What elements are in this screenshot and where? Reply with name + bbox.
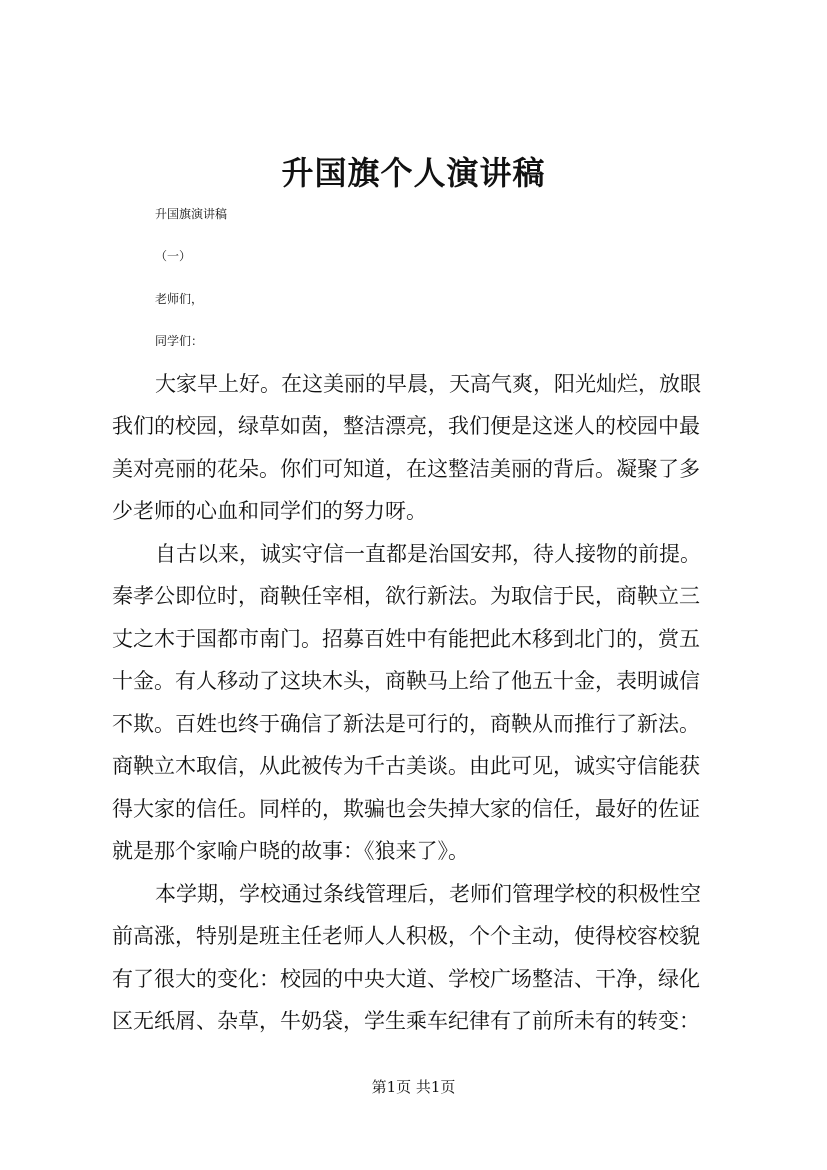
paragraph-line: 本学期，学校通过条线管理后，老师们管理学校的积极性空 bbox=[155, 882, 701, 906]
section-marker: （一） bbox=[155, 249, 192, 263]
document-title: 升国旗个人演讲稿 bbox=[281, 154, 546, 192]
salutation-students: 同学们： bbox=[155, 334, 204, 348]
paragraph-line: 美对亮丽的花朵。你们可知道，在这整洁美丽的背后。凝聚了多 bbox=[112, 457, 700, 481]
paragraph-line: 商鞅立木取信，从此被传为千古美谈。由此可见，诚实守信能获 bbox=[112, 754, 700, 778]
paragraph-line: 区无纸屑、杂草，牛奶袋，学生乘车纪律有了前所未有的转变： bbox=[112, 1009, 700, 1033]
paragraph-line: 不欺。百姓也终于确信了新法是可行的，商鞅从而推行了新法。 bbox=[112, 712, 700, 736]
salutation-teachers: 老师们， bbox=[155, 292, 204, 306]
paragraph-line: 自古以来，诚实守信一直都是治国安邦，待人接物的前提。 bbox=[155, 542, 701, 566]
page-footer: 第1页 共1页 bbox=[371, 1078, 456, 1096]
paragraph-line: 大家早上好。在这美丽的早晨，天高气爽，阳光灿烂，放眼 bbox=[155, 372, 701, 396]
paragraph-line: 十金。有人移动了这块木头，商鞅马上给了他五十金，表明诚信 bbox=[112, 669, 700, 693]
subtitle: 升国旗演讲稿 bbox=[155, 207, 228, 221]
paragraph-line: 有了很大的变化：校园的中央大道、学校广场整洁、干净，绿化 bbox=[112, 967, 700, 991]
paragraph-line: 少老师的心血和同学们的努力呀。 bbox=[112, 499, 427, 523]
paragraph-line: 丈之木于国都市南门。招募百姓中有能把此木移到北门的，赏五 bbox=[112, 627, 700, 651]
paragraph-line: 得大家的信任。同样的，欺骗也会失掉大家的信任，最好的佐证 bbox=[112, 797, 700, 821]
paragraph-line: 就是那个家喻户晓的故事：《狼来了》。 bbox=[112, 839, 469, 863]
paragraph-line: 我们的校园，绿草如茵，整洁漂亮，我们便是这迷人的校园中最 bbox=[112, 414, 700, 438]
paragraph-line: 前高涨，特别是班主任老师人人积极，个个主动，使得校容校貌 bbox=[112, 924, 700, 948]
paragraph-line: 秦孝公即位时，商鞅任宰相，欲行新法。为取信于民，商鞅立三 bbox=[112, 584, 700, 608]
